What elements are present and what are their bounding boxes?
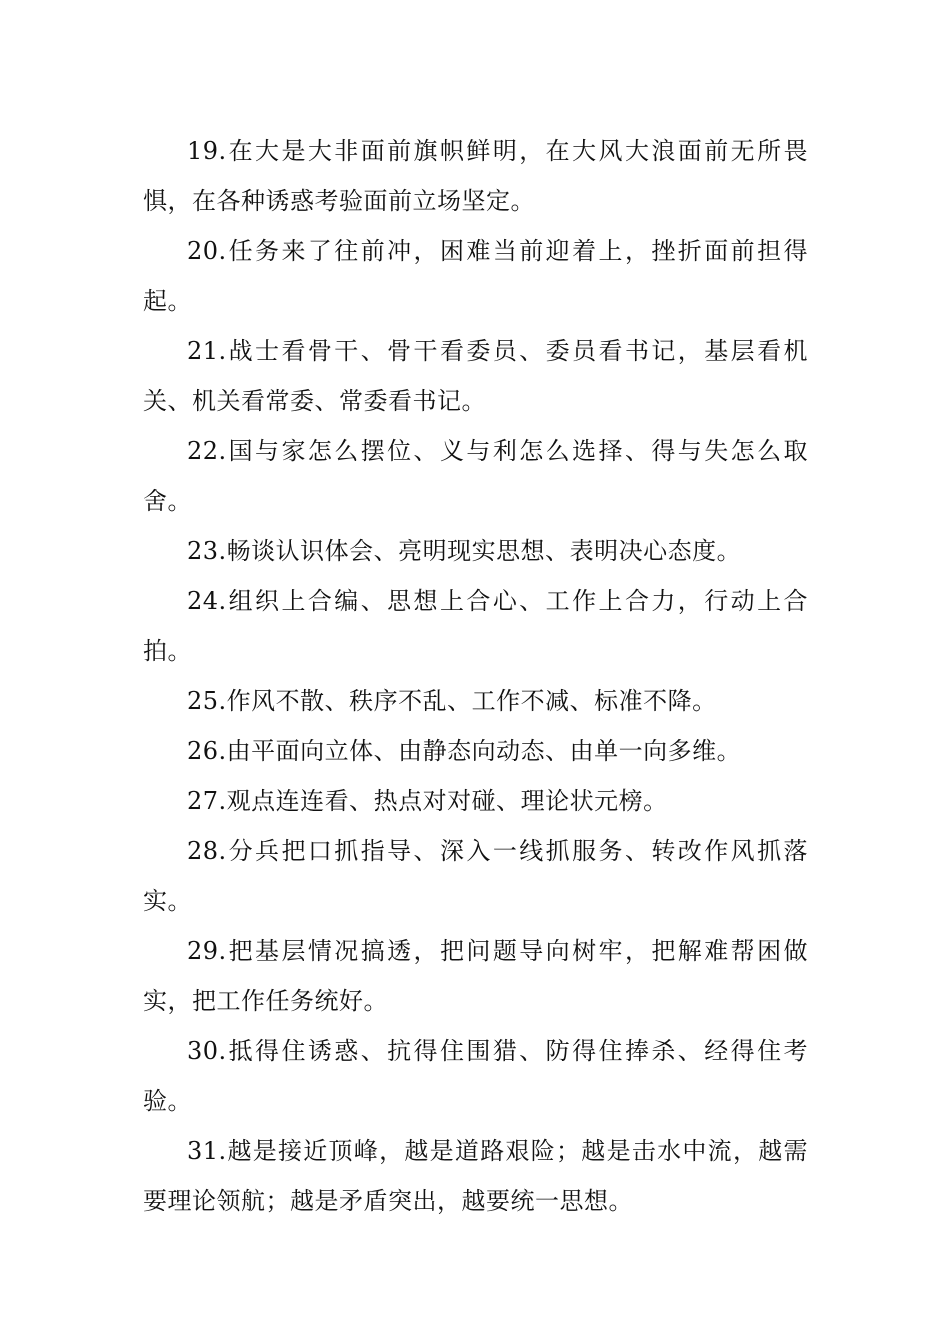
paragraph-26: 26.由平面向立体、由静态向动态、由单一向多维。 xyxy=(187,737,742,765)
paragraph-20: 20.任务来了往前冲，困难当前迎着上，挫折面前担得起。 xyxy=(143,237,808,315)
paragraph-27: 27.观点连连看、热点对对碰、理论状元榜。 xyxy=(187,787,668,815)
paragraph-21: 21.战士看骨干、骨干看委员、委员看书记，基层看机关、机关看常委、常委看书记。 xyxy=(143,337,808,415)
paragraph-30: 30.抵得住诱惑、抗得住围猎、防得住捧杀、经得住考验。 xyxy=(143,1037,808,1115)
paragraph-28: 28.分兵把口抓指导、深入一线抓服务、转改作风抓落实。 xyxy=(143,837,808,915)
paragraph-24: 24.组织上合编、思想上合心、工作上合力，行动上合拍。 xyxy=(143,587,808,665)
document-body xyxy=(143,126,808,1226)
paragraph-25: 25.作风不散、秩序不乱、工作不减、标准不降。 xyxy=(187,687,717,715)
paragraph-23: 23.畅谈认识体会、亮明现实思想、表明决心态度。 xyxy=(187,537,742,565)
paragraph-22: 22.国与家怎么摆位、义与利怎么选择、得与失怎么取舍。 xyxy=(143,437,808,515)
paragraph-29: 29.把基层情况搞透，把问题导向树牢，把解难帮困做实，把工作任务统好。 xyxy=(143,937,808,1015)
paragraph-31: 31.越是接近顶峰，越是道路艰险；越是击水中流，越需要理论领航；越是矛盾突出，越要统一思想。 xyxy=(143,1137,808,1215)
paragraph-19: 19.在大是大非面前旗帜鲜明，在大风大浪面前无所畏惧，在各种诱惑考验面前立场坚定。 xyxy=(143,137,808,215)
